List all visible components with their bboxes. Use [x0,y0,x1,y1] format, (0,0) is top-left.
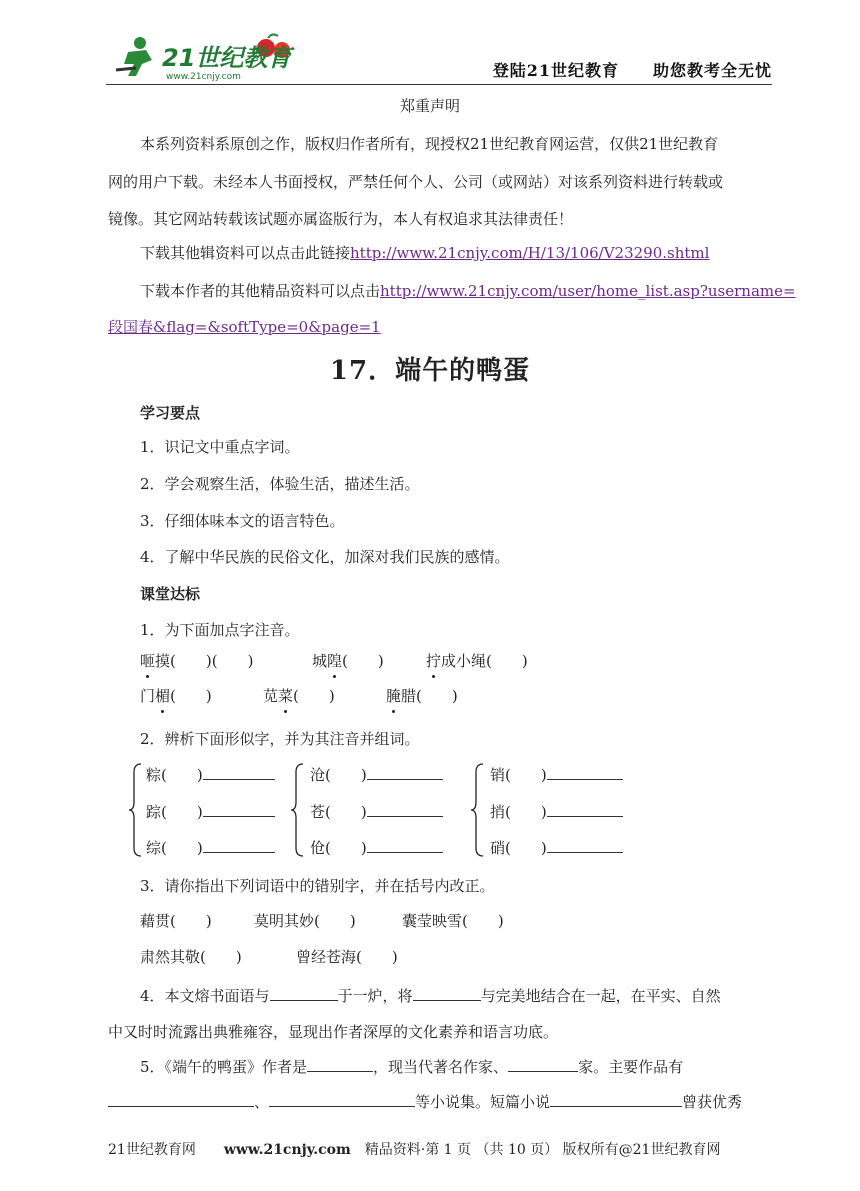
q2-item [146,765,275,785]
q1-word-rest: ( ) [293,687,335,705]
q1-word-rest: 成小绳( ) [441,652,528,670]
brace-icon [470,762,484,858]
q2-char: 沧( ) [310,766,367,784]
dotted-char: 咂 [140,652,156,670]
key-point-item: 3．仔细体味本文的语言特色。 [140,512,345,530]
q2-item [146,838,275,858]
notice-line-2: 网的用户下载。未经本人书面授权，严禁任何个人、公司（或网站）对该系列资料进行转载或 [108,173,724,191]
q2-item [146,802,275,822]
download-2-label: 下载本作者的其他精品资料可以点击 [140,282,381,300]
q2-char: 粽( ) [146,766,203,784]
answer-blank[interactable] [108,1092,254,1107]
q5-text: 曾获优秀 [682,1093,743,1111]
answer-blank[interactable] [413,986,481,1001]
q2-char: 销( ) [490,766,547,784]
q2-char: 捎( ) [490,803,547,821]
q1-word-pre: 苋 [263,687,279,705]
q2-item [490,838,623,858]
answer-blank[interactable] [367,802,443,817]
q2-char: 综( ) [146,839,203,857]
q5-text: 家。主要作品有 [578,1058,684,1076]
key-point-item: 4．了解中华民族的民俗文化，加深对我们民族的感情。 [140,548,510,566]
q1-word-rest: 摸( )( ) [155,652,254,670]
answer-blank[interactable] [547,838,623,853]
answer-blank[interactable] [367,838,443,853]
q2-char: 踪( ) [146,803,203,821]
download-1-label: 下载其他辑资料可以点击此链接 [140,244,351,262]
q5-line-1 [140,1057,683,1077]
q1-word [140,686,212,706]
answer-blank[interactable] [270,986,338,1001]
q2-item [490,765,623,785]
dotted-char: 楣 [155,687,171,705]
notice-line-1: 本系列资料系原创之作，版权归作者所有，现授权21世纪教育网运营，仅供21世纪教育 [140,135,719,153]
q5-text: 、 [254,1093,270,1111]
q5-line-2 [108,1092,742,1112]
download-line-2 [140,281,796,301]
q4-text: 于一炉，将 [337,987,413,1005]
dotted-char: 菜 [278,687,294,705]
q2-char: 硝( ) [490,839,547,857]
footer-page-info: 精品资料·第 1 页 （共 10 页） 版权所有@21世纪教育网 [364,1142,721,1158]
q5-text: 5．《端午的鸭蛋》作者是 [140,1058,308,1076]
footer-site-url[interactable]: www.21cnjy.com [223,1142,351,1158]
answer-blank[interactable] [550,1092,682,1107]
footer-site-name: 21世纪教育网 [108,1142,196,1158]
q2-char: 伧( ) [310,839,367,857]
q1-word [426,651,528,671]
q1-word-pre: 城 [312,652,328,670]
dotted-char: 隍 [327,652,343,670]
site-logo [106,30,306,82]
header-slogan: 登陆21世纪教育 助您教考全无忧 [492,61,772,80]
q3-word: 曾经苍海( ) [296,948,398,966]
lesson-title: 17．端午的鸭蛋 [329,356,531,386]
q1-word [140,651,253,671]
q2-char: 苍( ) [310,803,367,821]
key-point-item: 2．学会观察生活，体验生活，描述生活。 [140,475,420,493]
q4-text: 与完美地结合在一起，在平实、自然 [480,987,721,1005]
answer-blank[interactable] [203,802,275,817]
answer-blank[interactable] [203,765,275,780]
logo-text: 21世纪教育 [162,44,292,72]
answer-blank[interactable] [307,1057,373,1072]
answer-blank[interactable] [269,1092,415,1107]
brace-icon [128,762,142,858]
q1-word-pre: 门 [140,687,156,705]
q2-item [310,838,443,858]
q3-stem: 3．请你指出下列词语中的错别字，并在括号内改正。 [140,877,495,895]
q1-word-rest: ( ) [170,687,212,705]
q5-text: 等小说集。短篇小说 [415,1093,551,1111]
download-1-link[interactable]: http://www.21cnjy.com/H/13/106/V23290.shtml [350,244,710,262]
notice-line-3: 镜像。其它网站转载该试题亦属盗版行为，本人有权追求其法律责任！ [108,210,574,228]
key-point-item: 1．识记文中重点字词。 [140,438,300,456]
download-line-1 [140,243,709,263]
answer-blank[interactable] [203,838,275,853]
q1-word-rest: 腊( ) [401,687,458,705]
q2-item [490,802,623,822]
running-figure-icon [116,37,152,76]
answer-blank[interactable] [508,1057,578,1072]
q3-word: 莫明其妙( ) [254,912,356,930]
q5-text: ，现当代著名作家、 [373,1058,509,1076]
download-line-2-cont [108,317,381,337]
q2-item [310,802,443,822]
header-divider [106,84,772,85]
practice-heading: 课堂达标 [140,585,201,603]
q4-text: 4．本文熔书面语与 [140,987,270,1005]
q4-line-1 [140,986,721,1006]
key-points-heading: 学习要点 [140,404,201,422]
q3-word: 藉贯( ) [140,912,212,930]
download-2-link-cont[interactable]: 段国春&flag=&softType=0&page=1 [108,318,381,336]
q3-word: 肃然其敬( ) [140,948,242,966]
download-2-link[interactable]: http://www.21cnjy.com/user/home_list.asp?username= [380,282,796,300]
answer-blank[interactable] [367,765,443,780]
q1-word [263,686,335,706]
q1-word [386,686,458,706]
q1-stem: 1．为下面加点字注音。 [140,621,300,639]
q1-word [312,651,384,671]
page-footer [108,1139,720,1159]
answer-blank[interactable] [547,802,623,817]
dotted-char: 腌 [386,687,402,705]
logo-url: www.21cnjy.com [166,72,241,82]
q2-stem: 2．辨析下面形似字，并为其注音并组词。 [140,730,420,748]
q1-word-rest: ( ) [342,652,384,670]
q3-word: 囊莹映雪( ) [402,912,504,930]
q2-item [310,765,443,785]
answer-blank[interactable] [547,765,623,780]
brace-icon [290,762,304,858]
notice-title: 郑重声明 [399,97,460,115]
q4-line-2: 中又时时流露出典雅雍容，显现出作者深厚的文化素养和语言功底。 [108,1023,559,1041]
dotted-char: 拧 [426,652,442,670]
